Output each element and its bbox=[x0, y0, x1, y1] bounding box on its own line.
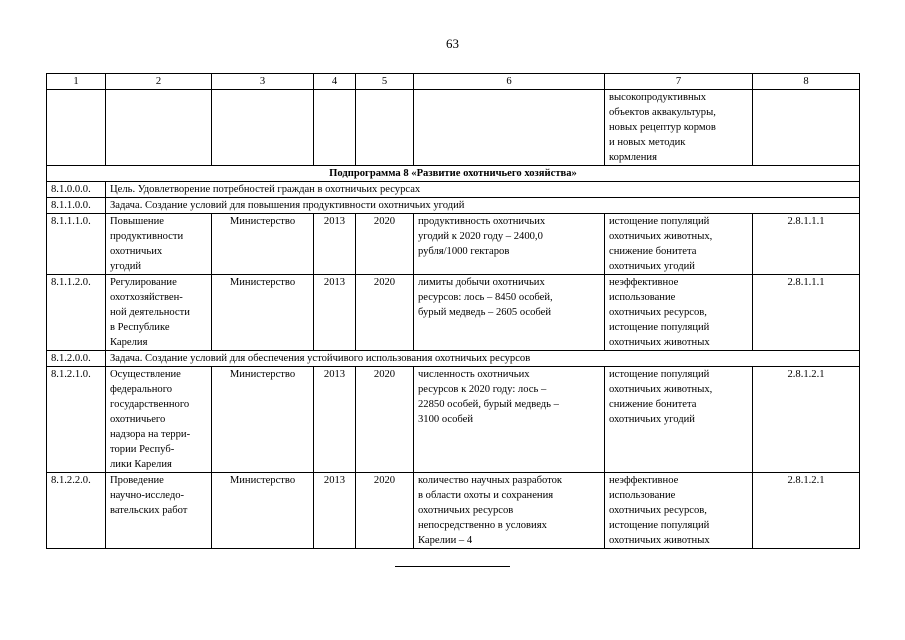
footnote-separator bbox=[395, 566, 510, 567]
continuation-row bbox=[47, 90, 860, 166]
task-row bbox=[47, 351, 860, 367]
expected-result: продуктивность охотничьих угодий к 2020 году – 2400,0 рубля/1000 гектаров bbox=[414, 214, 605, 275]
activity-code: 8.1.2.2.0. bbox=[47, 473, 106, 549]
subprogram-title: Подпрограмма 8 «Развитие охотничьего хозяйства» bbox=[47, 166, 860, 182]
start-year: 2013 bbox=[314, 473, 356, 549]
indicator-link: 2.8.1.1.1 bbox=[753, 214, 860, 275]
consequence: неэффективное использование охотничьих ресурсов, истощение популяций охотничьих животных bbox=[605, 473, 753, 549]
table-row bbox=[47, 275, 860, 351]
activity-name: Проведение научно-исследо- вательских работ bbox=[106, 473, 212, 549]
program-table bbox=[46, 73, 860, 549]
table-row bbox=[47, 367, 860, 473]
column-number: 7 bbox=[605, 74, 753, 90]
indicator-link: 2.8.1.2.1 bbox=[753, 473, 860, 549]
column-number-row bbox=[47, 74, 860, 90]
expected-result: численность охотничьих ресурсов к 2020 году: лось – 22850 особей, бурый медведь – 3100 особей bbox=[414, 367, 605, 473]
table-cell bbox=[753, 90, 860, 166]
indicator-link: 2.8.1.2.1 bbox=[753, 367, 860, 473]
activity-name: Осуществление федерального государственного охотничьего надзора на терри- тории Респуб- лики Карелия bbox=[106, 367, 212, 473]
end-year: 2020 bbox=[356, 214, 414, 275]
start-year: 2013 bbox=[314, 367, 356, 473]
column-number: 1 bbox=[47, 74, 106, 90]
activity-name: Регулирование охотхозяйствен- ной деятельности в Республике Карелия bbox=[106, 275, 212, 351]
column-number: 5 bbox=[356, 74, 414, 90]
task-text: Задача. Создание условий для повышения продуктивности охотничьих угодий bbox=[106, 198, 860, 214]
executor: Министерство bbox=[212, 275, 314, 351]
executor: Министерство bbox=[212, 473, 314, 549]
subprogram-row bbox=[47, 166, 860, 182]
task-row bbox=[47, 198, 860, 214]
executor: Министерство bbox=[212, 367, 314, 473]
table-row bbox=[47, 214, 860, 275]
consequence: истощение популяций охотничьих животных, снижение бонитета охотничьих угодий bbox=[605, 214, 753, 275]
task-text: Задача. Создание условий для обеспечения устойчивого использования охотничьих ресурсов bbox=[106, 351, 860, 367]
end-year: 2020 bbox=[356, 473, 414, 549]
table-cell bbox=[212, 90, 314, 166]
end-year: 2020 bbox=[356, 275, 414, 351]
column-number: 2 bbox=[106, 74, 212, 90]
goal-code: 8.1.0.0.0. bbox=[47, 182, 106, 198]
expected-result: лимиты добычи охотничьих ресурсов: лось – 8450 особей, бурый медведь – 2605 особей bbox=[414, 275, 605, 351]
task-code: 8.1.1.0.0. bbox=[47, 198, 106, 214]
goal-row bbox=[47, 182, 860, 198]
page-number: 63 bbox=[446, 36, 459, 51]
consequence: неэффективное использование охотничьих ресурсов, истощение популяций охотничьих животных bbox=[605, 275, 753, 351]
table-cell bbox=[356, 90, 414, 166]
table-cell bbox=[47, 90, 106, 166]
column-number: 8 bbox=[753, 74, 860, 90]
column-number: 6 bbox=[414, 74, 605, 90]
activity-code: 8.1.1.1.0. bbox=[47, 214, 106, 275]
table-cell bbox=[106, 90, 212, 166]
consequence: истощение популяций охотничьих животных, снижение бонитета охотничьих угодий bbox=[605, 367, 753, 473]
start-year: 2013 bbox=[314, 214, 356, 275]
table-cell bbox=[414, 90, 605, 166]
executor: Министерство bbox=[212, 214, 314, 275]
activity-name: Повышение продуктивности охотничьих угодий bbox=[106, 214, 212, 275]
activity-code: 8.1.2.1.0. bbox=[47, 367, 106, 473]
start-year: 2013 bbox=[314, 275, 356, 351]
end-year: 2020 bbox=[356, 367, 414, 473]
consequence-cell: высокопродуктивных объектов аквакультуры, новых рецептур кормов и новых методик кормления bbox=[605, 90, 753, 166]
expected-result: количество научных разработок в области охоты и сохранения охотничьих ресурсов непосредственно в условиях Карелии – 4 bbox=[414, 473, 605, 549]
column-number: 3 bbox=[212, 74, 314, 90]
column-number: 4 bbox=[314, 74, 356, 90]
activity-code: 8.1.1.2.0. bbox=[47, 275, 106, 351]
table-cell bbox=[314, 90, 356, 166]
goal-text: Цель. Удовлетворение потребностей граждан в охотничьих ресурсах bbox=[106, 182, 860, 198]
indicator-link: 2.8.1.1.1 bbox=[753, 275, 860, 351]
table-row bbox=[47, 473, 860, 549]
task-code: 8.1.2.0.0. bbox=[47, 351, 106, 367]
